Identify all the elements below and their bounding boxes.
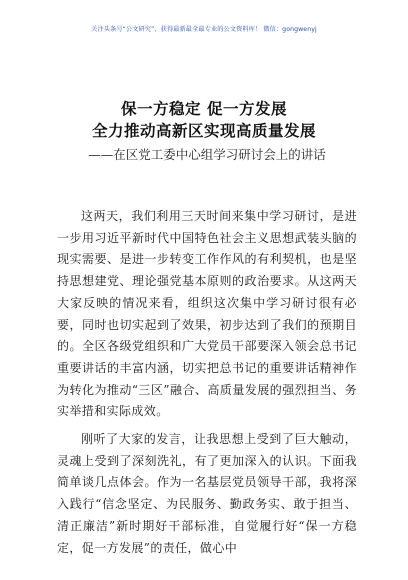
title-line-1: 保一方稳定 促一方发展 [121,100,287,118]
document-body [57,206,357,565]
paragraph-2: 刚听了大家的发言，让我思想上受到了巨大触动，灵魂上受到了深刻洗礼，有了更加深入的认识。下面我简单谈几点体会。作为一名基层党员领导干部，我将深入践行“信念坚定、为民服务、勤政务实、敢于担当、清正廉洁”新时期好干部标准，自觉履行好“保一方稳定，促一方发展”的责任，做心中 [57,432,357,555]
title-line-2: 全力推动高新区实现高质量发展 [91,122,316,140]
subtitle: ——在区党工委中心组学习研讨会上的讲话 [88,147,326,162]
paragraph-1: 这两天，我们利用三天时间来集中学习研讨，是进一步用习近平新时代中国特色社会主义思想武装头脑的现实需要、是进一步转变工作作风的有利契机，也是坚持思想建党、理论强党基本原则的政治要求。从这两天大家反映的情况来看，组织这次集中学习研讨很有必要，同时也切实起到了效果，初步达到了我们的预期目的。全区各级党组织和广大党员干部要深入领会总书记重要讲话的丰富内涵，切实把总书记的重要讲话精神作为转化为推动“三区”融合、高质量发展的强烈担当、务实举措和实际成效。 [57,209,357,419]
title-block [0,98,408,164]
header-promo-note: 关注头条号“公文研究”，获得最新最全最专业的公文资料库！ 微信：gongwenyj [91,26,317,33]
